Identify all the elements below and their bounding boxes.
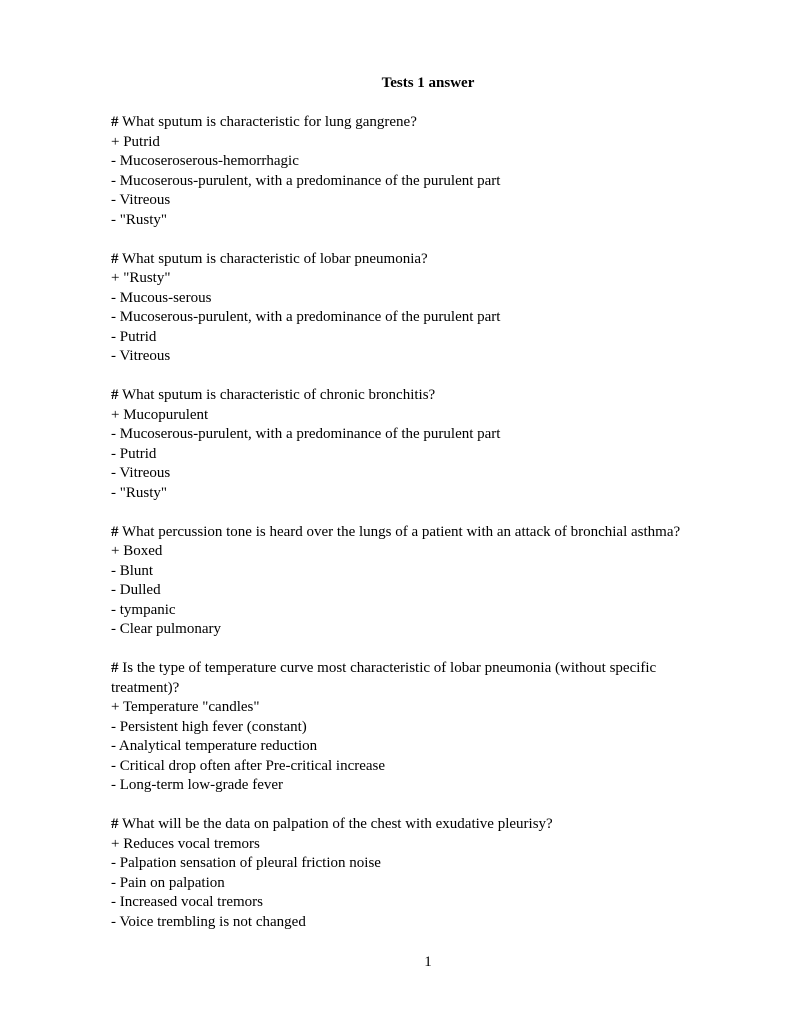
question-marker: # xyxy=(111,114,119,130)
question-marker: # xyxy=(111,250,119,267)
answer-option: - Clear pulmonary xyxy=(111,621,221,637)
question-text xyxy=(111,659,721,698)
question-block xyxy=(111,386,721,503)
answer-correct: + Reduces vocal tremors xyxy=(111,835,260,852)
answer-option: - Palpation sensation of pleural friction noise xyxy=(111,855,381,871)
question-stem: What sputum is characteristic of lobar pneumonia? xyxy=(121,250,428,267)
answer-option: - "Rusty" xyxy=(111,484,168,501)
question-stem: What will be the data on palpation of the chest with exudative pleurisy? xyxy=(121,816,553,832)
answer-correct: + "Rusty" xyxy=(111,270,171,286)
answer-option: - Increased vocal tremors xyxy=(111,894,264,910)
answer-correct: + Putrid xyxy=(111,133,160,150)
question-marker: # xyxy=(111,523,119,540)
question-block xyxy=(111,250,721,367)
question-text xyxy=(111,815,721,835)
answer-option: - Long-term low-grade fever xyxy=(111,777,284,793)
answer-option: - Pain on palpation xyxy=(111,874,225,891)
answer-option: - Vitreous xyxy=(111,465,171,481)
answer-correct: + Mucopurulent xyxy=(111,406,209,423)
answer-option: - Vitreous xyxy=(111,192,171,208)
answer-option: - tympanic xyxy=(111,601,176,618)
question-marker: # xyxy=(111,387,119,403)
answer-option: - Putrid xyxy=(111,328,157,345)
question-text xyxy=(111,523,721,543)
answer-option: - Mucoserous-purulent, with a predominance of the purulent part xyxy=(111,426,501,442)
answer-option: - "Rusty" xyxy=(111,211,168,228)
document-title: Tests 1 answer xyxy=(381,75,475,91)
answer-option: - Putrid xyxy=(111,445,157,462)
question-text xyxy=(111,386,721,406)
question-block xyxy=(111,815,721,932)
answer-correct: + Temperature "candles" xyxy=(111,699,260,715)
question-block xyxy=(111,659,721,796)
question-stem: What sputum is characteristic of chronic bronchitis? xyxy=(121,387,436,403)
answer-option: - Voice trembling is not changed xyxy=(111,913,306,930)
question-text xyxy=(111,113,721,133)
answer-option: - Dulled xyxy=(111,582,161,598)
question-list xyxy=(111,113,721,952)
question-block xyxy=(111,523,721,640)
question-stem: What sputum is characteristic for lung gangrene? xyxy=(121,114,417,130)
answer-option: - Mucous-serous xyxy=(111,289,212,306)
question-block xyxy=(111,113,721,230)
question-stem: Is the type of temperature curve most characteristic of lobar pneumonia (without specific treatment)? xyxy=(111,660,657,696)
answer-option: - Persistent high fever (constant) xyxy=(111,718,307,735)
question-marker: # xyxy=(111,660,119,676)
answer-option: - Blunt xyxy=(111,562,154,579)
page-number: 1 xyxy=(424,954,432,970)
answer-option: - Mucoseroserous-hemorrhagic xyxy=(111,153,299,169)
answer-option: - Vitreous xyxy=(111,348,171,364)
answer-option: - Mucoserous-purulent, with a predominance of the purulent part xyxy=(111,309,501,325)
answer-correct: + Boxed xyxy=(111,543,163,559)
question-marker: # xyxy=(111,816,119,832)
answer-option: - Critical drop often after Pre-critical increase xyxy=(111,757,386,774)
question-stem: What percussion tone is heard over the lungs of a patient with an attack of bronchial asthma? xyxy=(121,523,681,540)
question-text xyxy=(111,250,721,270)
answer-option: - Mucoserous-purulent, with a predominance of the purulent part xyxy=(111,172,501,189)
answer-option: - Analytical temperature reduction xyxy=(111,738,318,754)
